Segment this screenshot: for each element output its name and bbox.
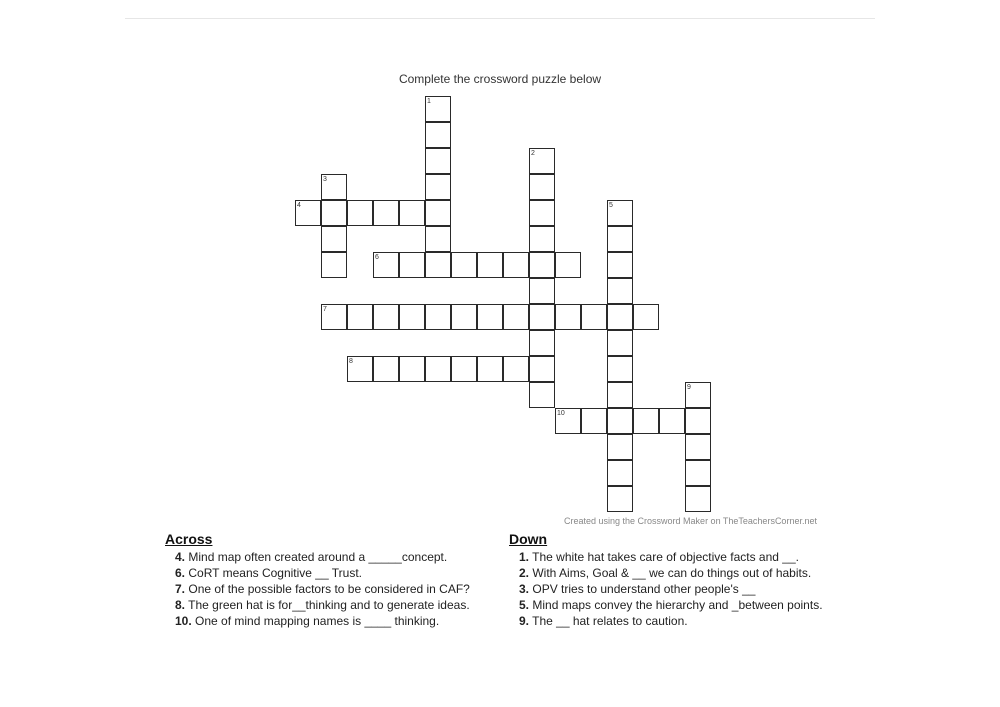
crossword-cell[interactable] (555, 408, 581, 434)
crossword-cell[interactable] (425, 356, 451, 382)
down-clue (509, 597, 839, 613)
clue-number: 10. (175, 614, 192, 628)
clue-number: 8. (175, 598, 186, 612)
crossword-cell[interactable] (529, 278, 555, 304)
crossword-cell[interactable] (321, 304, 347, 330)
crossword-cell[interactable] (425, 252, 451, 278)
crossword-cell[interactable] (451, 252, 477, 278)
crossword-cell[interactable] (529, 382, 555, 408)
down-clue (509, 565, 839, 581)
crossword-cell[interactable] (607, 330, 633, 356)
across-clues (165, 531, 485, 629)
crossword-cell[interactable] (321, 200, 347, 226)
crossword-cell[interactable] (321, 226, 347, 252)
clue-number: 2. (519, 566, 530, 580)
crossword-cell[interactable] (607, 460, 633, 486)
clue-text: The green hat is for__thinking and to generate ideas. (188, 598, 470, 612)
clue-number-label: 9 (687, 384, 691, 391)
crossword-cell[interactable] (685, 460, 711, 486)
across-clue (165, 613, 485, 629)
across-clue (165, 549, 485, 565)
clue-text: One of the possible factors to be considered in CAF? (188, 582, 470, 596)
crossword-cell[interactable] (477, 252, 503, 278)
across-clue (165, 581, 485, 597)
crossword-cell[interactable] (347, 304, 373, 330)
crossword-cell[interactable] (607, 226, 633, 252)
crossword-cell[interactable] (477, 356, 503, 382)
crossword-cell[interactable] (529, 226, 555, 252)
crossword-cell[interactable] (529, 174, 555, 200)
clue-number: 6. (175, 566, 186, 580)
crossword-cell[interactable] (607, 200, 633, 226)
crossword-cell[interactable] (529, 304, 555, 330)
crossword-cell[interactable] (425, 226, 451, 252)
clue-number-label: 6 (375, 254, 379, 261)
crossword-cell[interactable] (347, 200, 373, 226)
crossword-cell[interactable] (581, 408, 607, 434)
crossword-cell[interactable] (685, 486, 711, 512)
crossword-cell[interactable] (425, 200, 451, 226)
credit-text: Created using the Crossword Maker on TheTeachersCorner.net (564, 516, 817, 526)
puzzle-title: Complete the crossword puzzle below (398, 72, 602, 86)
crossword-cell[interactable] (633, 408, 659, 434)
crossword-cell[interactable] (477, 304, 503, 330)
crossword-cell[interactable] (685, 408, 711, 434)
crossword-cell[interactable] (425, 122, 451, 148)
crossword-cell[interactable] (399, 200, 425, 226)
clue-number-label: 3 (323, 176, 327, 183)
crossword-cell[interactable] (503, 252, 529, 278)
crossword-cell[interactable] (685, 382, 711, 408)
clue-text: With Aims, Goal & __ we can do things out of habits. (532, 566, 812, 580)
clue-number-label: 2 (531, 150, 535, 157)
down-clue (509, 613, 839, 629)
crossword-cell[interactable] (321, 174, 347, 200)
crossword-cell[interactable] (399, 252, 425, 278)
crossword-cell[interactable] (529, 148, 555, 174)
down-heading: Down (509, 531, 548, 547)
crossword-cell[interactable] (607, 304, 633, 330)
crossword-cell[interactable] (633, 304, 659, 330)
clue-text: Mind map often created around a _____concept. (188, 550, 448, 564)
clue-number-label: 5 (609, 202, 613, 209)
crossword-cell[interactable] (503, 304, 529, 330)
crossword-cell[interactable] (373, 304, 399, 330)
crossword-cell[interactable] (607, 486, 633, 512)
crossword-cell[interactable] (451, 304, 477, 330)
across-heading: Across (165, 531, 213, 547)
crossword-cell[interactable] (581, 304, 607, 330)
crossword-cell[interactable] (503, 356, 529, 382)
crossword-cell[interactable] (295, 200, 321, 226)
crossword-cell[interactable] (607, 252, 633, 278)
down-clue (509, 581, 839, 597)
crossword-cell[interactable] (555, 252, 581, 278)
clue-number: 3. (519, 582, 530, 596)
down-clues (509, 531, 839, 629)
clue-number-label: 4 (297, 202, 301, 209)
crossword-cell[interactable] (425, 304, 451, 330)
crossword-cell[interactable] (373, 356, 399, 382)
clue-number: 1. (519, 550, 530, 564)
clue-number: 5. (519, 598, 530, 612)
crossword-cell[interactable] (607, 382, 633, 408)
crossword-cell[interactable] (685, 434, 711, 460)
crossword-cell[interactable] (659, 408, 685, 434)
clue-number-label: 7 (323, 306, 327, 313)
crossword-cell[interactable] (451, 356, 477, 382)
clue-text: The white hat takes care of objective facts and __. (532, 550, 799, 564)
crossword-cell[interactable] (347, 356, 373, 382)
clue-text: CoRT means Cognitive __ Trust. (188, 566, 362, 580)
clue-text: Mind maps convey the hierarchy and _between points. (532, 598, 823, 612)
clue-number-label: 8 (349, 358, 353, 365)
across-clue (165, 597, 485, 613)
clue-number-label: 10 (557, 410, 565, 417)
crossword-cell[interactable] (607, 356, 633, 382)
crossword-cell[interactable] (555, 304, 581, 330)
clue-text: OPV tries to understand other people's __ (532, 582, 756, 596)
crossword-cell[interactable] (607, 278, 633, 304)
crossword-cell[interactable] (425, 174, 451, 200)
crossword-cell[interactable] (607, 434, 633, 460)
clue-text: The __ hat relates to caution. (532, 614, 688, 628)
crossword-cell[interactable] (529, 200, 555, 226)
down-clue (509, 549, 839, 565)
crossword-cell[interactable] (607, 408, 633, 434)
crossword-cell[interactable] (529, 252, 555, 278)
clue-number: 7. (175, 582, 186, 596)
clue-number: 9. (519, 614, 530, 628)
crossword-cell[interactable] (425, 96, 451, 122)
clue-text: One of mind mapping names is ____ thinking. (195, 614, 440, 628)
crossword-cell[interactable] (373, 200, 399, 226)
clue-number: 4. (175, 550, 186, 564)
across-clue (165, 565, 485, 581)
crossword-cell[interactable] (399, 356, 425, 382)
crossword-cell[interactable] (529, 356, 555, 382)
crossword-cell[interactable] (321, 252, 347, 278)
crossword-cell[interactable] (425, 148, 451, 174)
crossword-cell[interactable] (529, 330, 555, 356)
clue-number-label: 1 (427, 98, 431, 105)
crossword-cell[interactable] (399, 304, 425, 330)
crossword-cell[interactable] (373, 252, 399, 278)
